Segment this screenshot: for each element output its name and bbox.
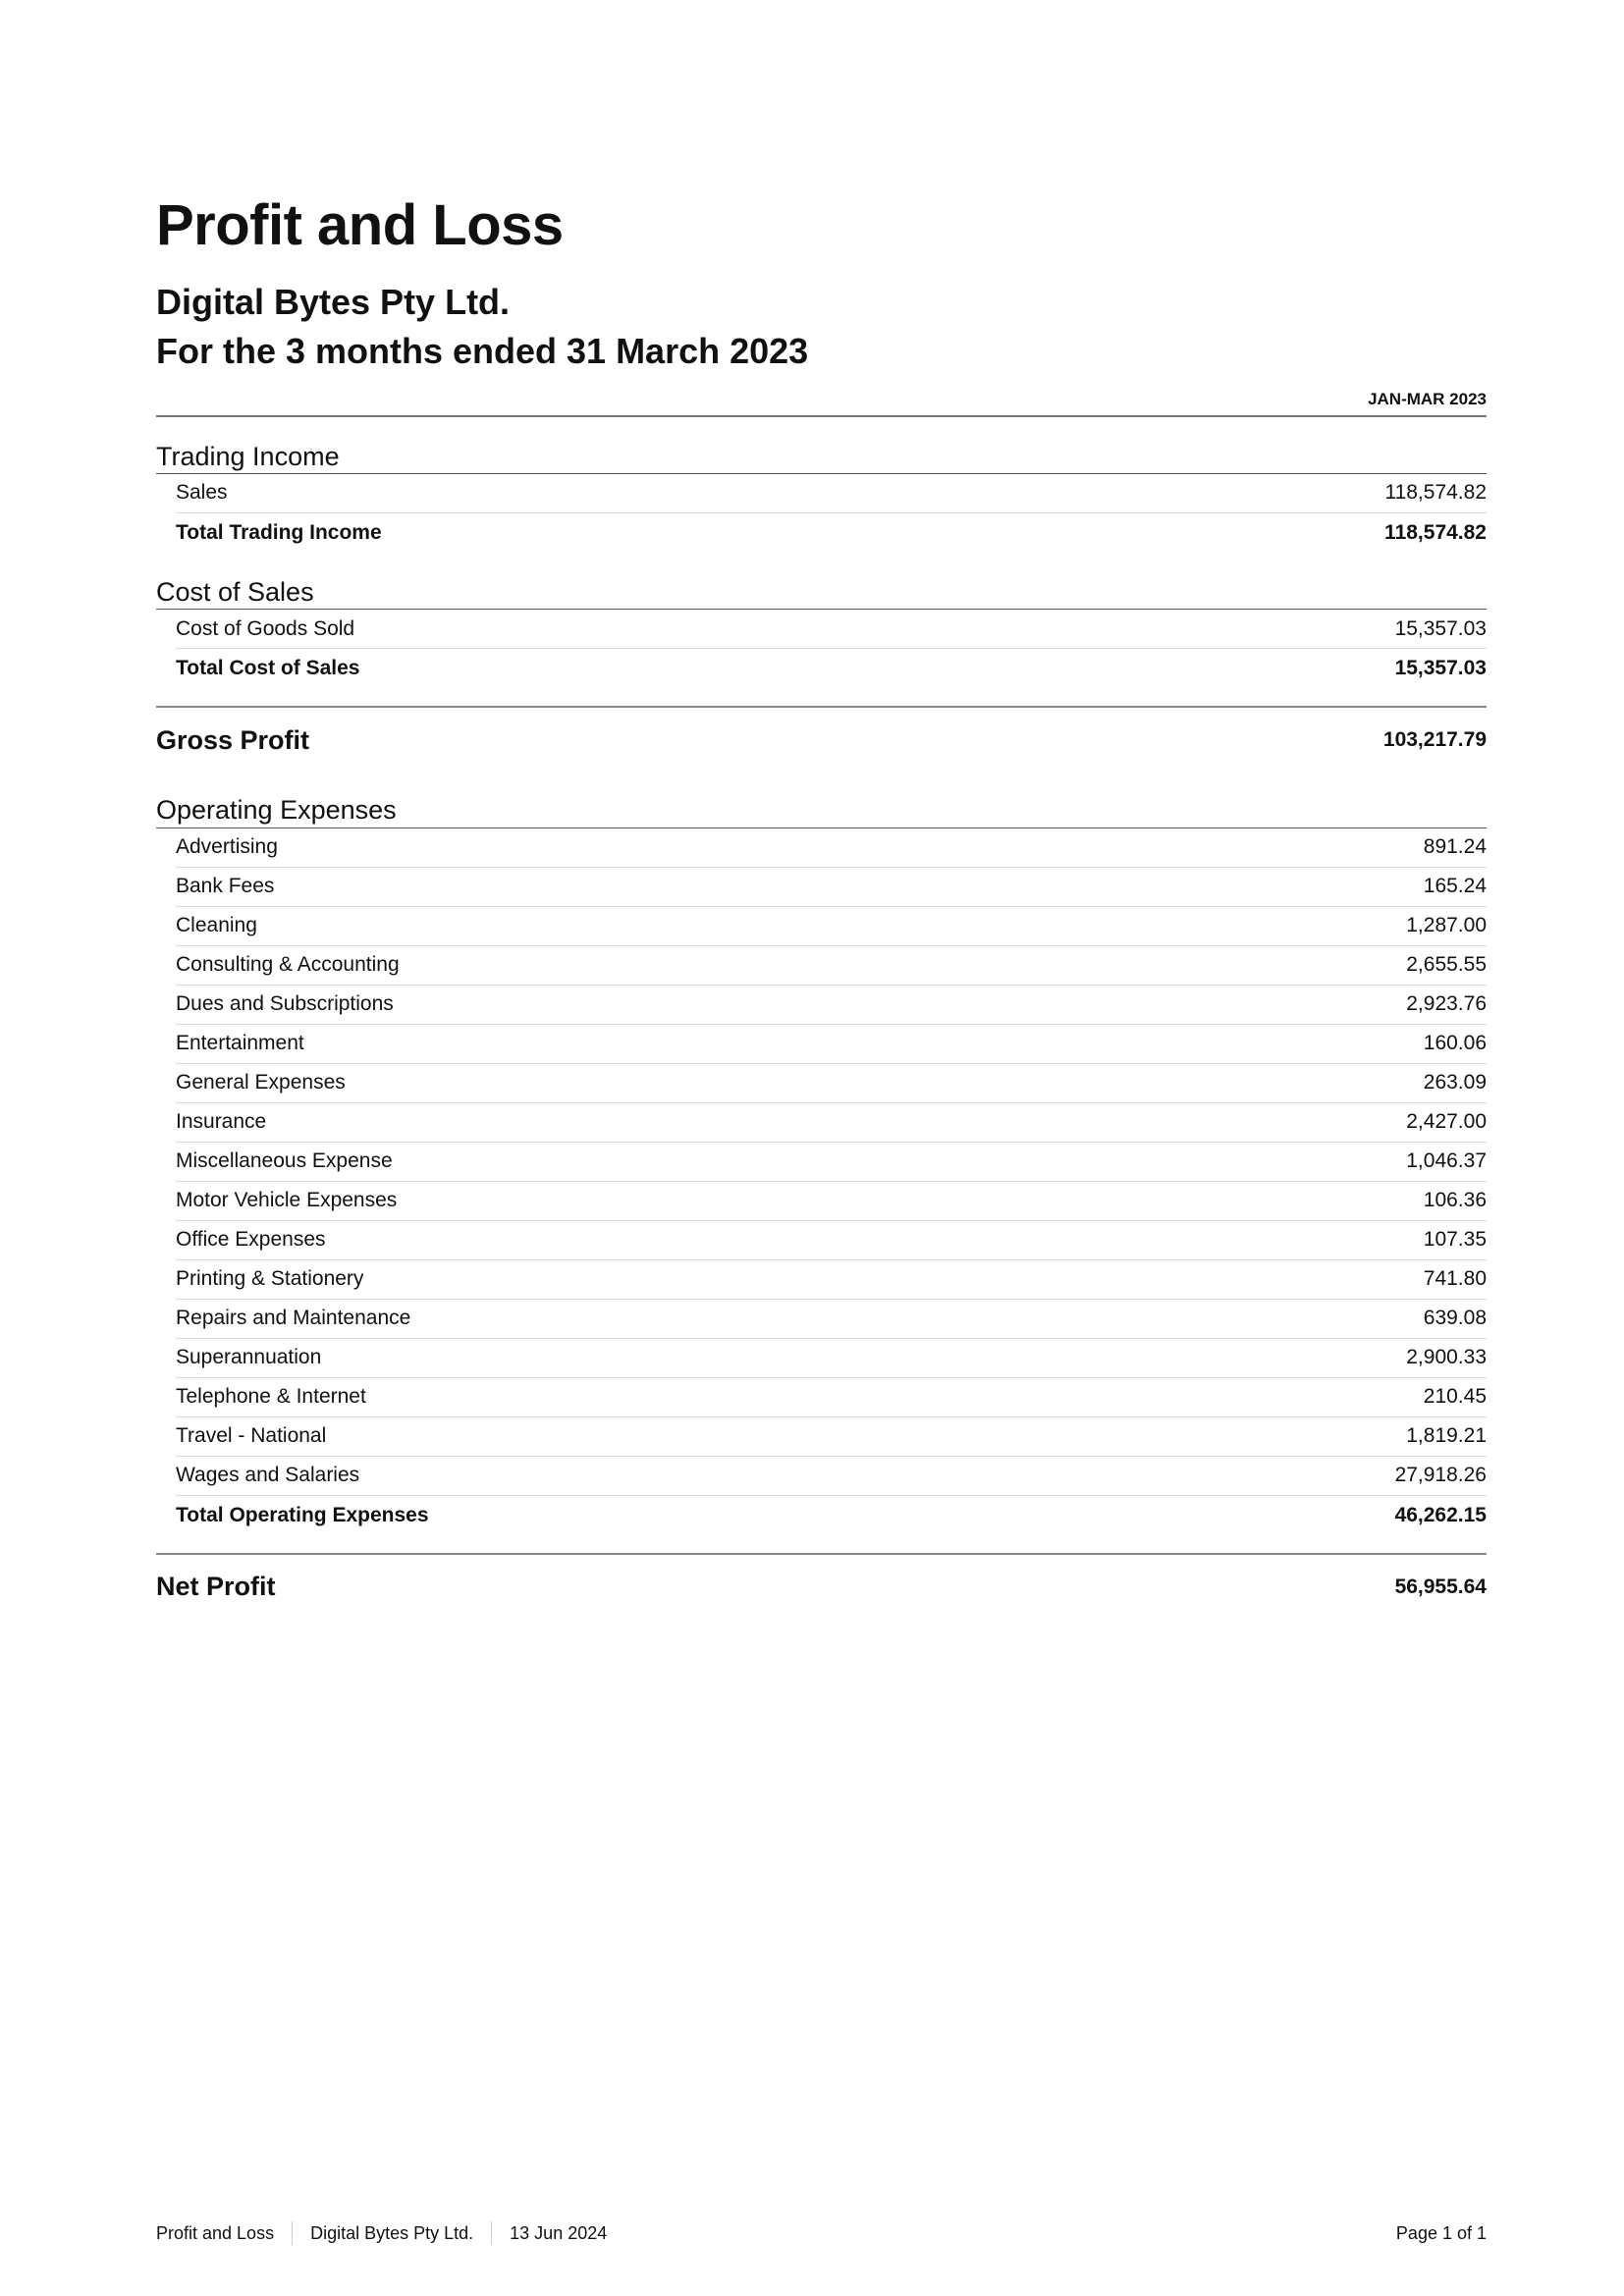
company-name: Digital Bytes Pty Ltd. (156, 281, 511, 322)
line-item-amount: 160.06 (1423, 1032, 1487, 1055)
line-item-amount: 2,427.00 (1406, 1110, 1487, 1134)
line-item-amount: 1,046.37 (1406, 1149, 1487, 1173)
line-item (176, 1103, 1487, 1143)
line-item-label: Telephone & Internet (176, 1385, 366, 1409)
section-heading: Operating Expenses (156, 794, 1487, 828)
line-item (176, 1378, 1487, 1417)
expense-list (156, 828, 1487, 1496)
line-item-amount: 639.08 (1423, 1307, 1487, 1330)
line-item-amount: 891.24 (1423, 835, 1487, 859)
line-item-label: Superannuation (176, 1346, 322, 1369)
line-item (176, 868, 1487, 907)
line-item (176, 1064, 1487, 1103)
line-item (176, 474, 1487, 513)
line-item-amount: 741.80 (1423, 1267, 1487, 1291)
line-item-amount: 27,918.26 (1394, 1464, 1487, 1487)
line-item (176, 610, 1487, 649)
line-item (176, 1182, 1487, 1221)
footer-report-name: Profit and Loss (156, 2223, 275, 2243)
section-heading: Cost of Sales (156, 576, 1487, 610)
page-footer (156, 2221, 1487, 2245)
line-item-amount: 2,900.33 (1406, 1346, 1487, 1369)
total-label: Total Trading Income (176, 520, 382, 544)
section-heading: Trading Income (156, 441, 1487, 474)
line-item-amount: 15,357.03 (1394, 616, 1487, 640)
line-item-label: Travel - National (176, 1424, 327, 1448)
line-item-label: Consulting & Accounting (176, 953, 400, 977)
total-label: Total Operating Expenses (176, 1503, 429, 1526)
line-item-label: Wages and Salaries (176, 1464, 360, 1487)
line-item-amount: 107.35 (1423, 1228, 1487, 1252)
line-item (176, 1457, 1487, 1496)
line-item (176, 1260, 1487, 1300)
total-row (176, 513, 1487, 553)
line-item-label: Cost of Goods Sold (176, 616, 355, 640)
line-item-amount: 2,923.76 (1406, 992, 1487, 1016)
line-item (176, 1300, 1487, 1339)
line-item (176, 1025, 1487, 1064)
line-item (176, 946, 1487, 986)
line-item-amount: 1,287.00 (1406, 914, 1487, 937)
line-item (176, 828, 1487, 868)
net-profit-amount: 56,955.64 (1394, 1575, 1487, 1598)
line-item-label: Cleaning (176, 914, 257, 937)
line-item-label: Advertising (176, 835, 278, 859)
footer-date: 13 Jun 2024 (491, 2221, 624, 2245)
line-item-label: Miscellaneous Expense (176, 1149, 393, 1173)
total-amount: 15,357.03 (1394, 657, 1487, 680)
total-amount: 46,262.15 (1394, 1503, 1487, 1526)
line-item-amount: 165.24 (1423, 875, 1487, 898)
column-header: JAN-MAR 2023 (156, 390, 1487, 417)
line-item (176, 1417, 1487, 1457)
report-page (156, 191, 1487, 1616)
line-item-label: Repairs and Maintenance (176, 1307, 411, 1330)
line-item-amount: 118,574.82 (1384, 481, 1487, 505)
cost-of-sales-section (156, 576, 1487, 688)
line-item (176, 907, 1487, 946)
net-profit-label: Net Profit (156, 1572, 276, 1602)
report-title: Profit and Loss (156, 193, 564, 257)
line-item-amount: 106.36 (1423, 1189, 1487, 1212)
line-item-label: Insurance (176, 1110, 267, 1134)
line-item-label: Bank Fees (176, 875, 275, 898)
total-label: Total Cost of Sales (176, 657, 360, 680)
report-period: For the 3 months ended 31 March 2023 (156, 330, 809, 371)
line-item (176, 1339, 1487, 1378)
line-item-amount: 210.45 (1423, 1385, 1487, 1409)
net-profit-row (156, 1553, 1487, 1616)
footer-company: Digital Bytes Pty Ltd. (292, 2221, 491, 2245)
line-item-label: Sales (176, 481, 228, 505)
line-item (176, 1143, 1487, 1182)
gross-profit-amount: 103,217.79 (1382, 728, 1487, 752)
line-item (176, 986, 1487, 1025)
line-item-label: Dues and Subscriptions (176, 992, 394, 1016)
line-item-amount: 263.09 (1423, 1071, 1487, 1095)
total-row (176, 649, 1487, 688)
line-item-label: Printing & Stationery (176, 1267, 364, 1291)
line-item-label: Entertainment (176, 1032, 304, 1055)
gross-profit-row (156, 706, 1487, 769)
total-row (176, 1496, 1487, 1535)
line-item (176, 1221, 1487, 1260)
gross-profit-label: Gross Profit (156, 724, 310, 755)
trading-income-section (156, 441, 1487, 553)
line-item-label: General Expenses (176, 1071, 346, 1095)
operating-expenses-section (156, 794, 1487, 1534)
line-item-amount: 2,655.55 (1406, 953, 1487, 977)
line-item-amount: 1,819.21 (1406, 1424, 1487, 1448)
total-amount: 118,574.82 (1384, 520, 1487, 544)
line-item-label: Office Expenses (176, 1228, 326, 1252)
line-item-label: Motor Vehicle Expenses (176, 1189, 398, 1212)
footer-page-number: Page 1 of 1 (1395, 2222, 1487, 2243)
